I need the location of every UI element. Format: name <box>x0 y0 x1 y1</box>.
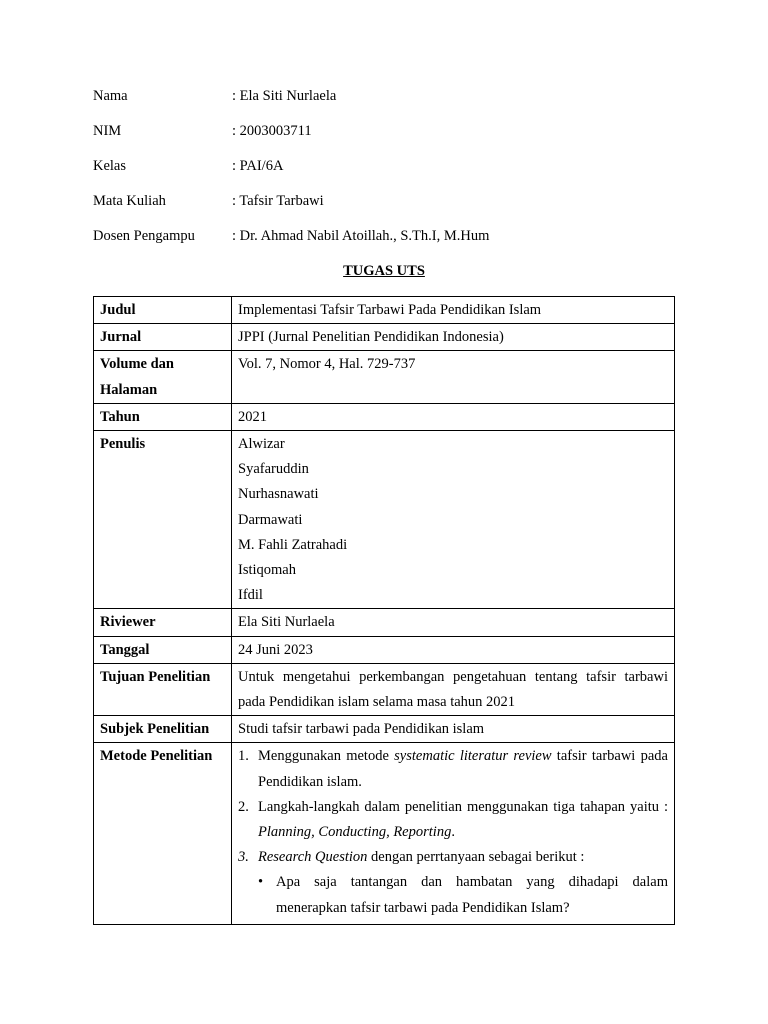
row-value: JPPI (Jurnal Penelitian Pendidikan Indonesia) <box>232 324 675 351</box>
table-row-jurnal <box>94 324 675 351</box>
table-row-metode <box>94 743 675 924</box>
row-label-line: Halaman <box>100 381 158 398</box>
method-step <box>238 744 668 794</box>
row-value: 24 Juni 2023 <box>232 636 675 663</box>
row-label: Riviewer <box>94 609 232 636</box>
author-name: Ifdil <box>238 587 263 604</box>
step-text: Langkah-langkah dalam penelitian menggunakan tiga tahapan yaitu : <box>258 798 668 815</box>
row-label: Tahun <box>94 403 232 430</box>
table-row-volume <box>94 351 675 403</box>
header-value: : Ela Siti Nurlaela <box>232 88 337 104</box>
row-value: Vol. 7, Nomor 4, Hal. 729-737 <box>232 351 675 403</box>
row-label: Tujuan Penelitian <box>94 663 232 715</box>
row-label <box>94 351 232 403</box>
header-value: : PAI/6A <box>232 158 284 174</box>
table-row-subjek <box>94 716 675 743</box>
author-name: M. Fahli Zatrahadi <box>238 536 348 553</box>
header-value: : Dr. Ahmad Nabil Atoillah., S.Th.I, M.Hum <box>232 228 490 244</box>
research-questions <box>238 870 668 920</box>
header-label: Nama <box>93 88 128 104</box>
author-name: Syafaruddin <box>238 461 309 478</box>
step-emphasis: Planning, Conducting, Reporting <box>258 824 452 841</box>
row-label-line: Volume dan <box>100 356 175 373</box>
header-value: : 2003003711 <box>232 123 312 139</box>
header-label: NIM <box>93 123 122 139</box>
table-row-tahun <box>94 403 675 430</box>
row-label: Tanggal <box>94 636 232 663</box>
row-value: Implementasi Tafsir Tarbawi Pada Pendidikan Islam <box>232 297 675 324</box>
step-text: tafsir tarbawi pada Pendidikan islam. <box>258 748 668 790</box>
header-label: Mata Kuliah <box>93 193 166 209</box>
question-text: Apa saja tantangan dan hambatan yang dihadapi dalam menerapkan tafsir tarbawi pada Pendidikan Islam? <box>276 874 668 916</box>
author-name: Darmawati <box>238 511 303 528</box>
step-number: 3. <box>238 849 249 866</box>
table-row-reviewer <box>94 609 675 636</box>
header-label: Kelas <box>93 158 127 174</box>
row-value: Studi tafsir tarbawi pada Pendidikan islam <box>232 716 675 743</box>
table-row-tujuan <box>94 663 675 715</box>
research-question <box>238 870 668 920</box>
author-name: Alwizar <box>238 436 285 453</box>
author-name: Nurhasnawati <box>238 486 319 503</box>
document-title: TUGAS UTS <box>343 263 425 279</box>
method-step <box>238 795 668 845</box>
row-label: Jurnal <box>94 324 232 351</box>
row-label: Metode Penelitian <box>94 743 232 924</box>
table-row-judul <box>94 297 675 324</box>
method-steps <box>238 744 668 870</box>
step-text: . <box>451 824 455 841</box>
row-value: Ela Siti Nurlaela <box>232 609 675 636</box>
review-table <box>93 296 675 925</box>
header-label: Dosen Pengampu <box>93 228 195 244</box>
step-emphasis: Research Question <box>258 849 368 866</box>
step-number: 2. <box>238 798 249 815</box>
row-value <box>232 431 675 609</box>
row-label: Subjek Penelitian <box>94 716 232 743</box>
table-row-penulis <box>94 431 675 609</box>
row-label: Judul <box>94 297 232 324</box>
row-label: Penulis <box>94 431 232 609</box>
step-emphasis: systematic literatur review <box>394 748 552 765</box>
row-value <box>232 743 675 924</box>
method-step <box>238 845 668 870</box>
step-number: 1. <box>238 748 249 765</box>
author-name: Istiqomah <box>238 562 296 579</box>
row-value: Untuk mengetahui perkembangan pengetahuan tentang tafsir tarbawi pada Pendidikan islam selama masa tahun 2021 <box>232 663 675 715</box>
row-value: 2021 <box>232 403 675 430</box>
step-text: Menggunakan metode <box>258 748 395 765</box>
step-text: dengan perrtanyaan sebagai berikut : <box>367 849 585 866</box>
header-value: : Tafsir Tarbawi <box>232 193 324 209</box>
table-row-tanggal <box>94 636 675 663</box>
bullet-icon: • <box>258 874 264 891</box>
